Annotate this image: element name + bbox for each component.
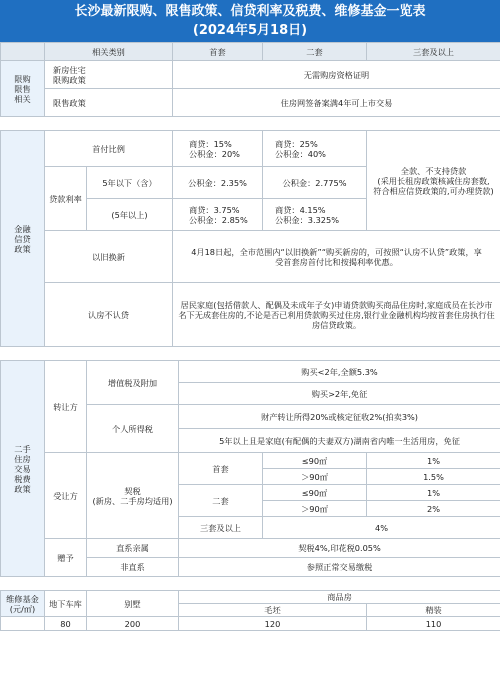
down-payment-first: 商贷：15% 公积金：20%: [173, 131, 263, 167]
gift-direct-value: 契税4%,印花税0.05%: [179, 539, 500, 558]
purchase-row2-value: 住房网签备案满4年可上市交易: [173, 89, 500, 117]
rough-value: 120: [179, 617, 367, 631]
tax-section-label: 二手 住房 交易 税费 政策: [1, 361, 45, 577]
maintenance-value-spacer: [1, 617, 45, 631]
gift-direct-label: 直系亲属: [87, 539, 179, 558]
first-gt90-value: 1.5%: [367, 469, 500, 485]
deed-tax-label: 契税 (新房、二手房均适用): [87, 453, 179, 539]
rough-label: 毛坯: [179, 604, 367, 617]
purchase-table: [0, 42, 500, 117]
second-area-gt90: ＞90㎡: [263, 501, 367, 517]
purchase-corner: [1, 43, 45, 61]
recognize-text: 居民家庭(包括借款人、配偶及未成年子女)申请贷款购买商品住房时,家庭成员在长沙市名下无成套住房的,不论是否已利用贷款购买过住房,银行业金融机构均按首套住房执行住房信贷政策。: [173, 283, 500, 347]
purchase-row1-value: 无需购房资格证明: [173, 61, 500, 89]
first-le90-value: 1%: [367, 453, 500, 469]
deed-third-value: 4%: [263, 517, 500, 539]
villa-label: 别墅: [87, 591, 179, 617]
loan-rate-label: 贷款利率: [45, 167, 87, 231]
page-header: [0, 0, 500, 42]
first-area-gt90: ＞90㎡: [263, 469, 367, 485]
vat-row1: 购买<2年,全额5.3%: [179, 361, 500, 383]
maintenance-table: [0, 590, 500, 631]
purchase-section-label: 限购 限售 相关: [1, 61, 45, 117]
rate-5less-first: 公积金：2.35%: [173, 167, 263, 199]
swap-text: 4月18日起，全市范围内“以旧换新”“购买新房的，可按照“认房不认贷”政策，享受首套房首付比和按揭利率优惠。: [173, 231, 500, 283]
third-loan-note: 全款、不支持贷款 (采用长租房政策核减住房套数, 符合相应信贷政策的,可办理贷款): [367, 131, 500, 231]
garage-label: 地下车库: [45, 591, 87, 617]
maintenance-label: 维修基金 (元/㎡): [1, 591, 45, 617]
gift-other-label: 非直系: [87, 558, 179, 577]
gift-other-value: 参照正常交易缴税: [179, 558, 500, 577]
purchase-row2-label: 限售政策: [45, 89, 173, 117]
seller-label: 转让方: [45, 361, 87, 453]
villa-value: 200: [87, 617, 179, 631]
finance-section-label: 金融 信贷 政策: [1, 131, 45, 347]
rate-5more-first: 商贷：3.75% 公积金：2.85%: [173, 199, 263, 231]
page-title: 长沙最新限购、限售政策、信贷利率及税费、维修基金一览表: [74, 4, 426, 19]
purchase-row1-label: 新房住宅 限购政策: [45, 61, 173, 89]
column-third: 三套及以上: [367, 43, 500, 61]
deed-second-label: 二套: [179, 485, 263, 517]
finished-label: 精装: [367, 604, 500, 617]
first-area-le90: ≤90㎡: [263, 453, 367, 469]
deed-third-label: 三套及以上: [179, 517, 263, 539]
gift-label: 赠予: [45, 539, 87, 577]
deed-first-label: 首套: [179, 453, 263, 485]
column-second: 二套: [263, 43, 367, 61]
second-area-le90: ≤90㎡: [263, 485, 367, 501]
rate-5less-second: 公积金：2.775%: [263, 167, 367, 199]
page-date: (2024年5月18日): [192, 23, 308, 38]
rate-5more-second: 商贷：4.15% 公积金：3.325%: [263, 199, 367, 231]
income-row1: 财产转让所得20%或核定征收2%(拍卖3%): [179, 405, 500, 429]
down-payment-second: 商贷：25% 公积金：40%: [263, 131, 367, 167]
down-payment-label: 首付比例: [45, 131, 173, 167]
rate-5more-label: (5年以上): [87, 199, 173, 231]
recognize-label: 认房不认贷: [45, 283, 173, 347]
second-gt90-value: 2%: [367, 501, 500, 517]
swap-label: 以旧换新: [45, 231, 173, 283]
rate-5less-label: 5年以下（含）: [87, 167, 173, 199]
buyer-label: 受让方: [45, 453, 87, 539]
finished-value: 110: [367, 617, 500, 631]
vat-row2: 购买>2年,免征: [179, 383, 500, 405]
tax-table: [0, 360, 500, 577]
column-first: 首套: [173, 43, 263, 61]
vat-label: 增值税及附加: [87, 361, 179, 405]
income-tax-label: 个人所得税: [87, 405, 179, 453]
income-row2: 5年以上且是家庭(有配偶的夫妻双方)湖南省内唯一生活用房，免征: [179, 429, 500, 453]
finance-table: [0, 130, 500, 347]
commercial-label: 商品房: [179, 591, 500, 604]
second-le90-value: 1%: [367, 485, 500, 501]
column-category: 相关类别: [45, 43, 173, 61]
garage-value: 80: [45, 617, 87, 631]
